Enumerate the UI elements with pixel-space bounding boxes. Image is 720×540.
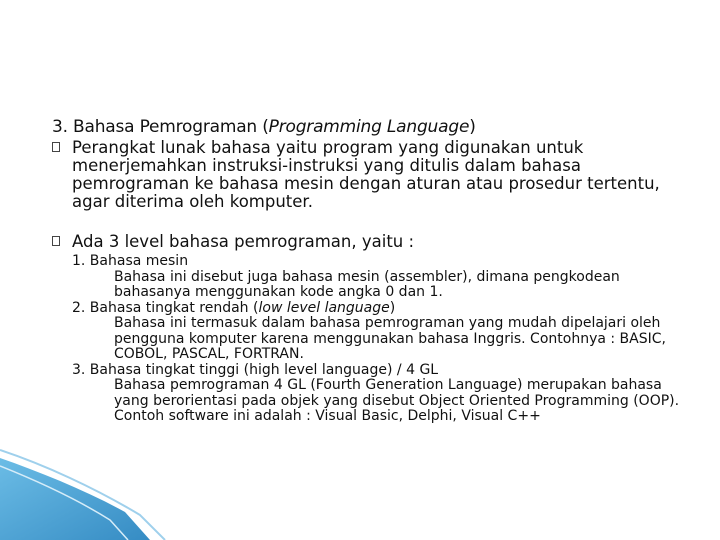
level-title [52, 301, 692, 317]
level-title: 1. Bahasa mesin [72, 253, 189, 269]
wave-shape [0, 458, 150, 540]
level-title: 3. Bahasa tingkat tinggi (high level language) / 4 GL [72, 361, 439, 378]
level-title-prefix: 2. Bahasa tingkat rendah ( [72, 299, 259, 316]
bullet-box-icon [52, 236, 60, 246]
level-title-suffix: ) [389, 299, 396, 316]
bullet-item [52, 233, 692, 251]
heading-suffix: ) [469, 117, 476, 137]
level-title-italic: low level language [258, 299, 390, 316]
slide-content [52, 116, 692, 425]
bullet-box-icon [52, 142, 60, 152]
level-description: Bahasa ini termasuk dalam bahasa pemrograman yang mudah dipelajari oleh pengguna komputer karena menggunakan bahasa Inggris. Contohnya : BASIC, COBOL, PASCAL, FORTRAN. [114, 315, 666, 362]
level-description: Bahasa pemrograman 4 GL (Fourth Generation Language) merupakan bahasa yang berorientasi pada objek yang disebut Object Oriented Programming (OOP). Contoh software ini adalah : Visual Basic, Delphi, Visual C++ [114, 377, 680, 424]
heading-italic: Programming Language [268, 117, 470, 137]
bullet-text: Perangkat lunak bahasa yaitu program yang digunakan untuk menerjemahkan instruksi-instruksi yang ditulis dalam bahasa pemrograman ke bahasa mesin dengan aturan atau prosedur tertentu, agar diterima oleh komputer. [72, 138, 660, 211]
level-list [52, 254, 692, 425]
bullet-item [52, 139, 692, 211]
heading-prefix: 3. Bahasa Pemrograman ( [52, 117, 269, 137]
bullet-text: Ada 3 level bahasa pemrograman, yaitu : [72, 232, 415, 251]
section-heading [52, 116, 692, 138]
level-description: Bahasa ini disebut juga bahasa mesin (assembler), dimana pengkodean bahasanya menggunakan kode angka 0 dan 1. [114, 268, 620, 300]
